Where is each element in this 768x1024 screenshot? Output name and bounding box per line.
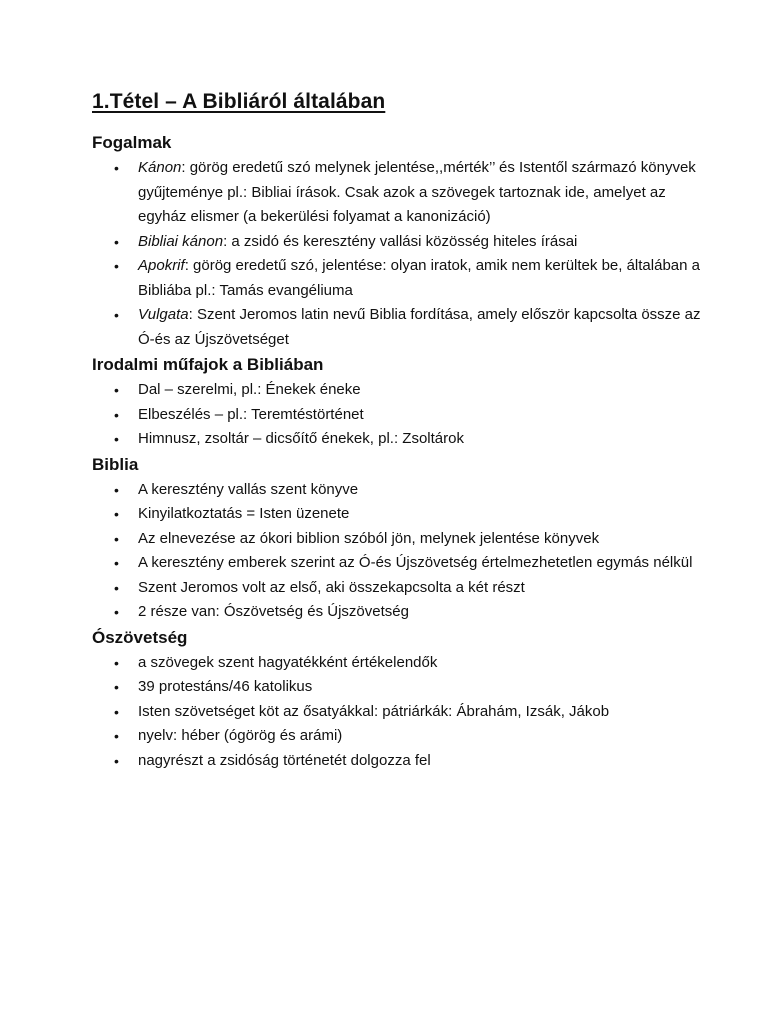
term-kanon: Kánon: [138, 159, 182, 176]
bullet-icon: •: [114, 555, 119, 571]
bullet-icon: •: [114, 307, 119, 323]
bullet-icon: •: [114, 679, 119, 695]
list-item-text: nagyrészt a zsidóság történetét dolgozza fel: [138, 751, 431, 769]
list-item: [92, 427, 702, 452]
list-item: [92, 378, 702, 403]
list-item: [92, 551, 702, 576]
section-heading-irodalmi-mufajok: Irodalmi műfajok a Bibliában: [92, 355, 324, 374]
list-item: [92, 600, 702, 625]
bullet-icon: •: [114, 506, 119, 522]
section-irodalmi-mufajok: [92, 352, 702, 452]
document-page: [92, 86, 702, 773]
list-item-text: Az elnevezése az ókori biblion szóból jön, melynek jelentése könyvek: [138, 529, 600, 547]
bullet-icon: •: [114, 579, 119, 596]
list-item-text: A keresztény emberek szerint az Ó-és Újszövetség értelmezhetetlen egymás nélkül: [138, 554, 693, 571]
bullet-icon: •: [114, 233, 119, 250]
list-item: [92, 576, 702, 601]
list-item-text: A keresztény vallás szent könyve: [138, 480, 359, 498]
list-item: [92, 651, 702, 676]
list-item: [92, 527, 702, 552]
fogalmak-list: [92, 156, 702, 352]
document-title: 1.Tétel – A Bibliáról általában: [92, 90, 386, 113]
bullet-icon: •: [114, 728, 119, 744]
section-fogalmak: [92, 130, 702, 352]
definition-text: : Szent Jeromos latin nevű Biblia fordítása, amely először kapcsolta össze az Ó-és az Újszövetséget: [138, 306, 701, 348]
bullet-icon: •: [114, 530, 119, 547]
list-item: [92, 502, 702, 527]
term-vulgata: Vulgata: [138, 306, 189, 323]
list-item: [92, 700, 702, 725]
list-item: [92, 749, 702, 774]
definition-text: : a zsidó és keresztény vallási közösség hiteles írásai: [223, 232, 578, 250]
list-item: [92, 254, 702, 303]
section-heading-fogalmak: Fogalmak: [92, 133, 172, 152]
term-apokrif: Apokrif: [138, 257, 185, 274]
bullet-icon: •: [114, 160, 119, 176]
list-item-text: Isten szövetséget köt az ősatyákkal: pátriárkák: Ábrahám, Izsák, Jákob: [138, 702, 610, 720]
section-oszovetseg: [92, 625, 702, 774]
list-item: [92, 724, 702, 749]
oszovetseg-list: [92, 651, 702, 774]
list-item: [92, 675, 702, 700]
definition-text: : görög eredetű szó melynek jelentése,,mérték’’ és Istentől származó könyvek gyűjteménye pl.: Bibliai írások. Csak azok a szövegek tartoznak ide, amelyet az egyház elismer (a bekerülési folyamat a kanonizáció): [138, 159, 696, 225]
bullet-icon: •: [114, 481, 119, 498]
irodalmi-mufajok-list: [92, 378, 702, 452]
list-item-text: Szent Jeromos volt az első, aki összekapcsolta a két részt: [138, 578, 525, 596]
list-item-text: 2 része van: Ószövetség és Újszövetség: [138, 603, 409, 620]
bullet-icon: •: [114, 382, 119, 398]
list-item: [92, 403, 702, 428]
bullet-icon: •: [114, 406, 119, 423]
list-item: [92, 303, 702, 352]
list-item-text: Himnusz, zsoltár – dicsőítő énekek, pl.: Zsoltárok: [138, 430, 464, 447]
definition-text: : görög eredetű szó, jelentése: olyan iratok, amik nem kerültek be, általában a Bibliába pl.: Tamás evangéliuma: [138, 257, 700, 299]
section-biblia: [92, 452, 702, 625]
term-bibliai-kanon: Bibliai kánon: [138, 232, 224, 250]
list-item-text: nyelv: héber (ógörög és arámi): [138, 727, 343, 744]
list-item-text: Kinyilatkoztatás = Isten üzenete: [138, 505, 350, 522]
bullet-icon: •: [114, 258, 119, 274]
bullet-icon: •: [114, 431, 119, 447]
section-heading-oszovetseg: Ószövetség: [92, 627, 188, 647]
list-item-text: Dal – szerelmi, pl.: Énekek éneke: [138, 381, 361, 398]
list-item: [92, 478, 702, 503]
list-item-text: a szövegek szent hagyatékként értékelendők: [138, 653, 438, 671]
list-item: [92, 230, 702, 255]
section-heading-biblia: Biblia: [92, 454, 139, 474]
list-item-text: 39 protestáns/46 katolikus: [138, 678, 313, 695]
bullet-icon: •: [114, 654, 119, 671]
biblia-list: [92, 478, 702, 625]
bullet-icon: •: [114, 752, 119, 769]
list-item: [92, 156, 702, 230]
list-item-text: Elbeszélés – pl.: Teremtéstörténet: [138, 405, 364, 423]
bullet-icon: •: [114, 703, 119, 720]
bullet-icon: •: [114, 604, 119, 620]
